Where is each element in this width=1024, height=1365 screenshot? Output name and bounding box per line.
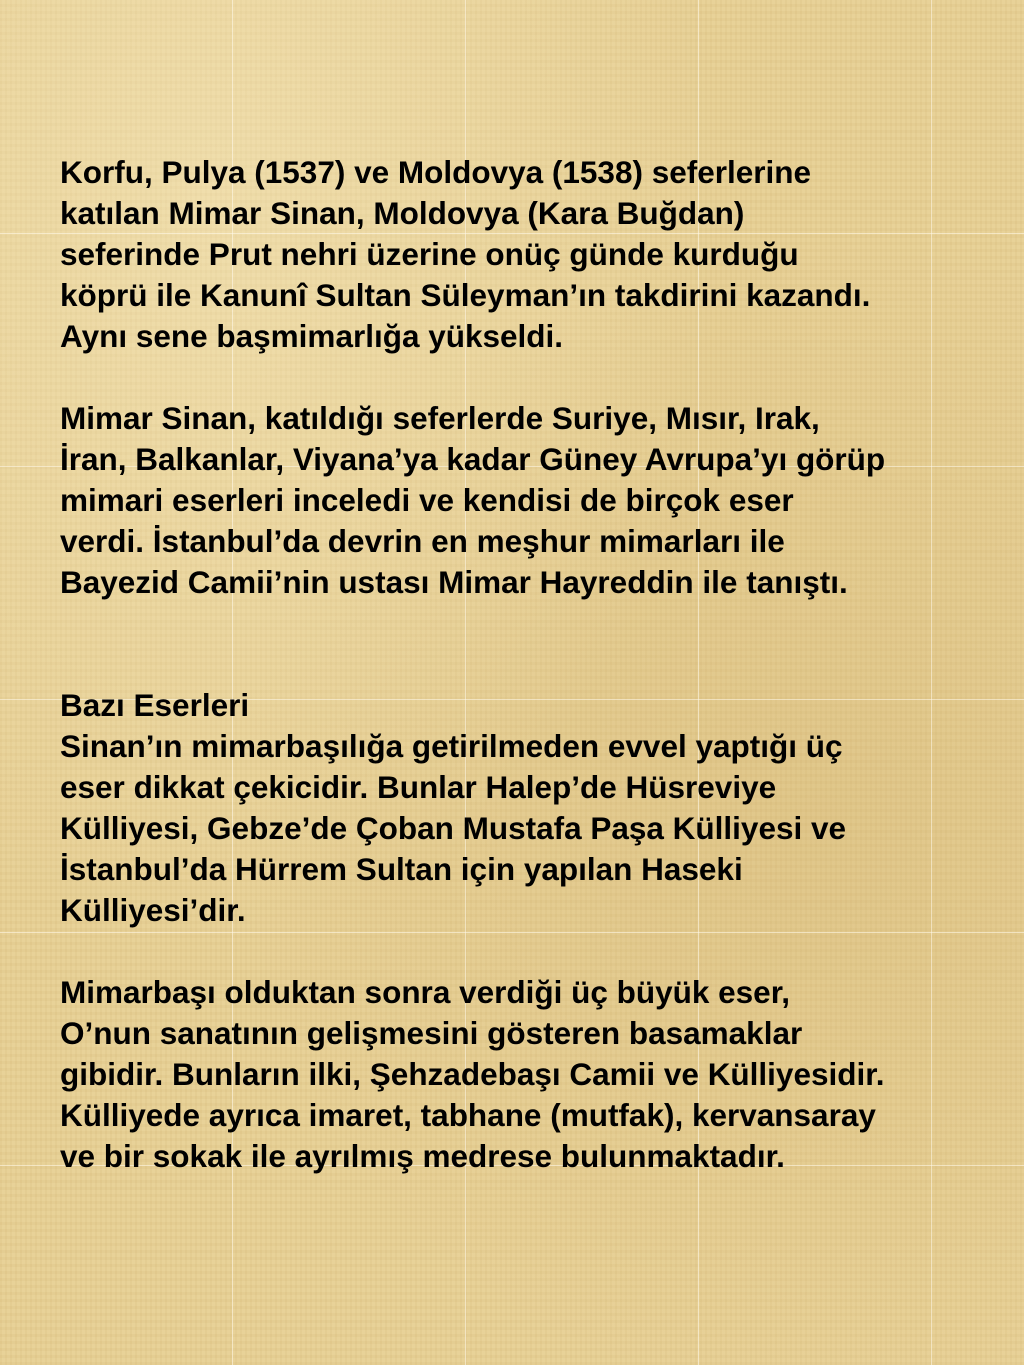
- paragraph-early-works: Sinan’ın mimarbaşılığa getirilmeden evvel yaptığı üç eser dikkat çekicidir. Bunlar Halep’de Hüsreviye Külliyesi, Gebze’de Çoban Mustafa Paşa Külliyesi ve İstanbul’da Hürrem Sultan için yapılan Haseki Külliyesi’dir.: [60, 728, 847, 928]
- paragraph-travels: Mimar Sinan, katıldığı seferlerde Suriye, Mısır, Irak, İran, Balkanlar, Viyana’ya kadar Güney Avrupa’yı görüp mimari eserleri inceledi ve kendisi de birçok eser verdi. İstanbul’da devrin en meşhur mimarları ile Bayezid Camii’nin ustası Mimar Hayreddin ile tanıştı.: [60, 400, 886, 600]
- slide-text-body: [60, 152, 980, 1218]
- section-heading: Bazı Eserleri: [60, 687, 250, 723]
- paragraph-moldovya-campaign: Korfu, Pulya (1537) ve Moldovya (1538) seferlerine katılan Mimar Sinan, Moldovya (Kara Buğdan) seferinde Prut nehri üzerine onüç günde kurduğu köprü ile Kanunî Sultan Süleyman’ın takdirini kazandı. Aynı sene başmimarlığa yükseldi.: [60, 154, 871, 354]
- paragraph-major-works: Mimarbaşı olduktan sonra verdiği üç büyük eser, O’nun sanatının gelişmesini gösteren basamaklar gibidir. Bunların ilki, Şehzadebaşı Camii ve Külliyesidir. Külliyede ayrıca imaret, tabhane (mutfak), kervansaray ve bir sokak ile ayrılmış medrese bulunmaktadır.: [60, 974, 885, 1174]
